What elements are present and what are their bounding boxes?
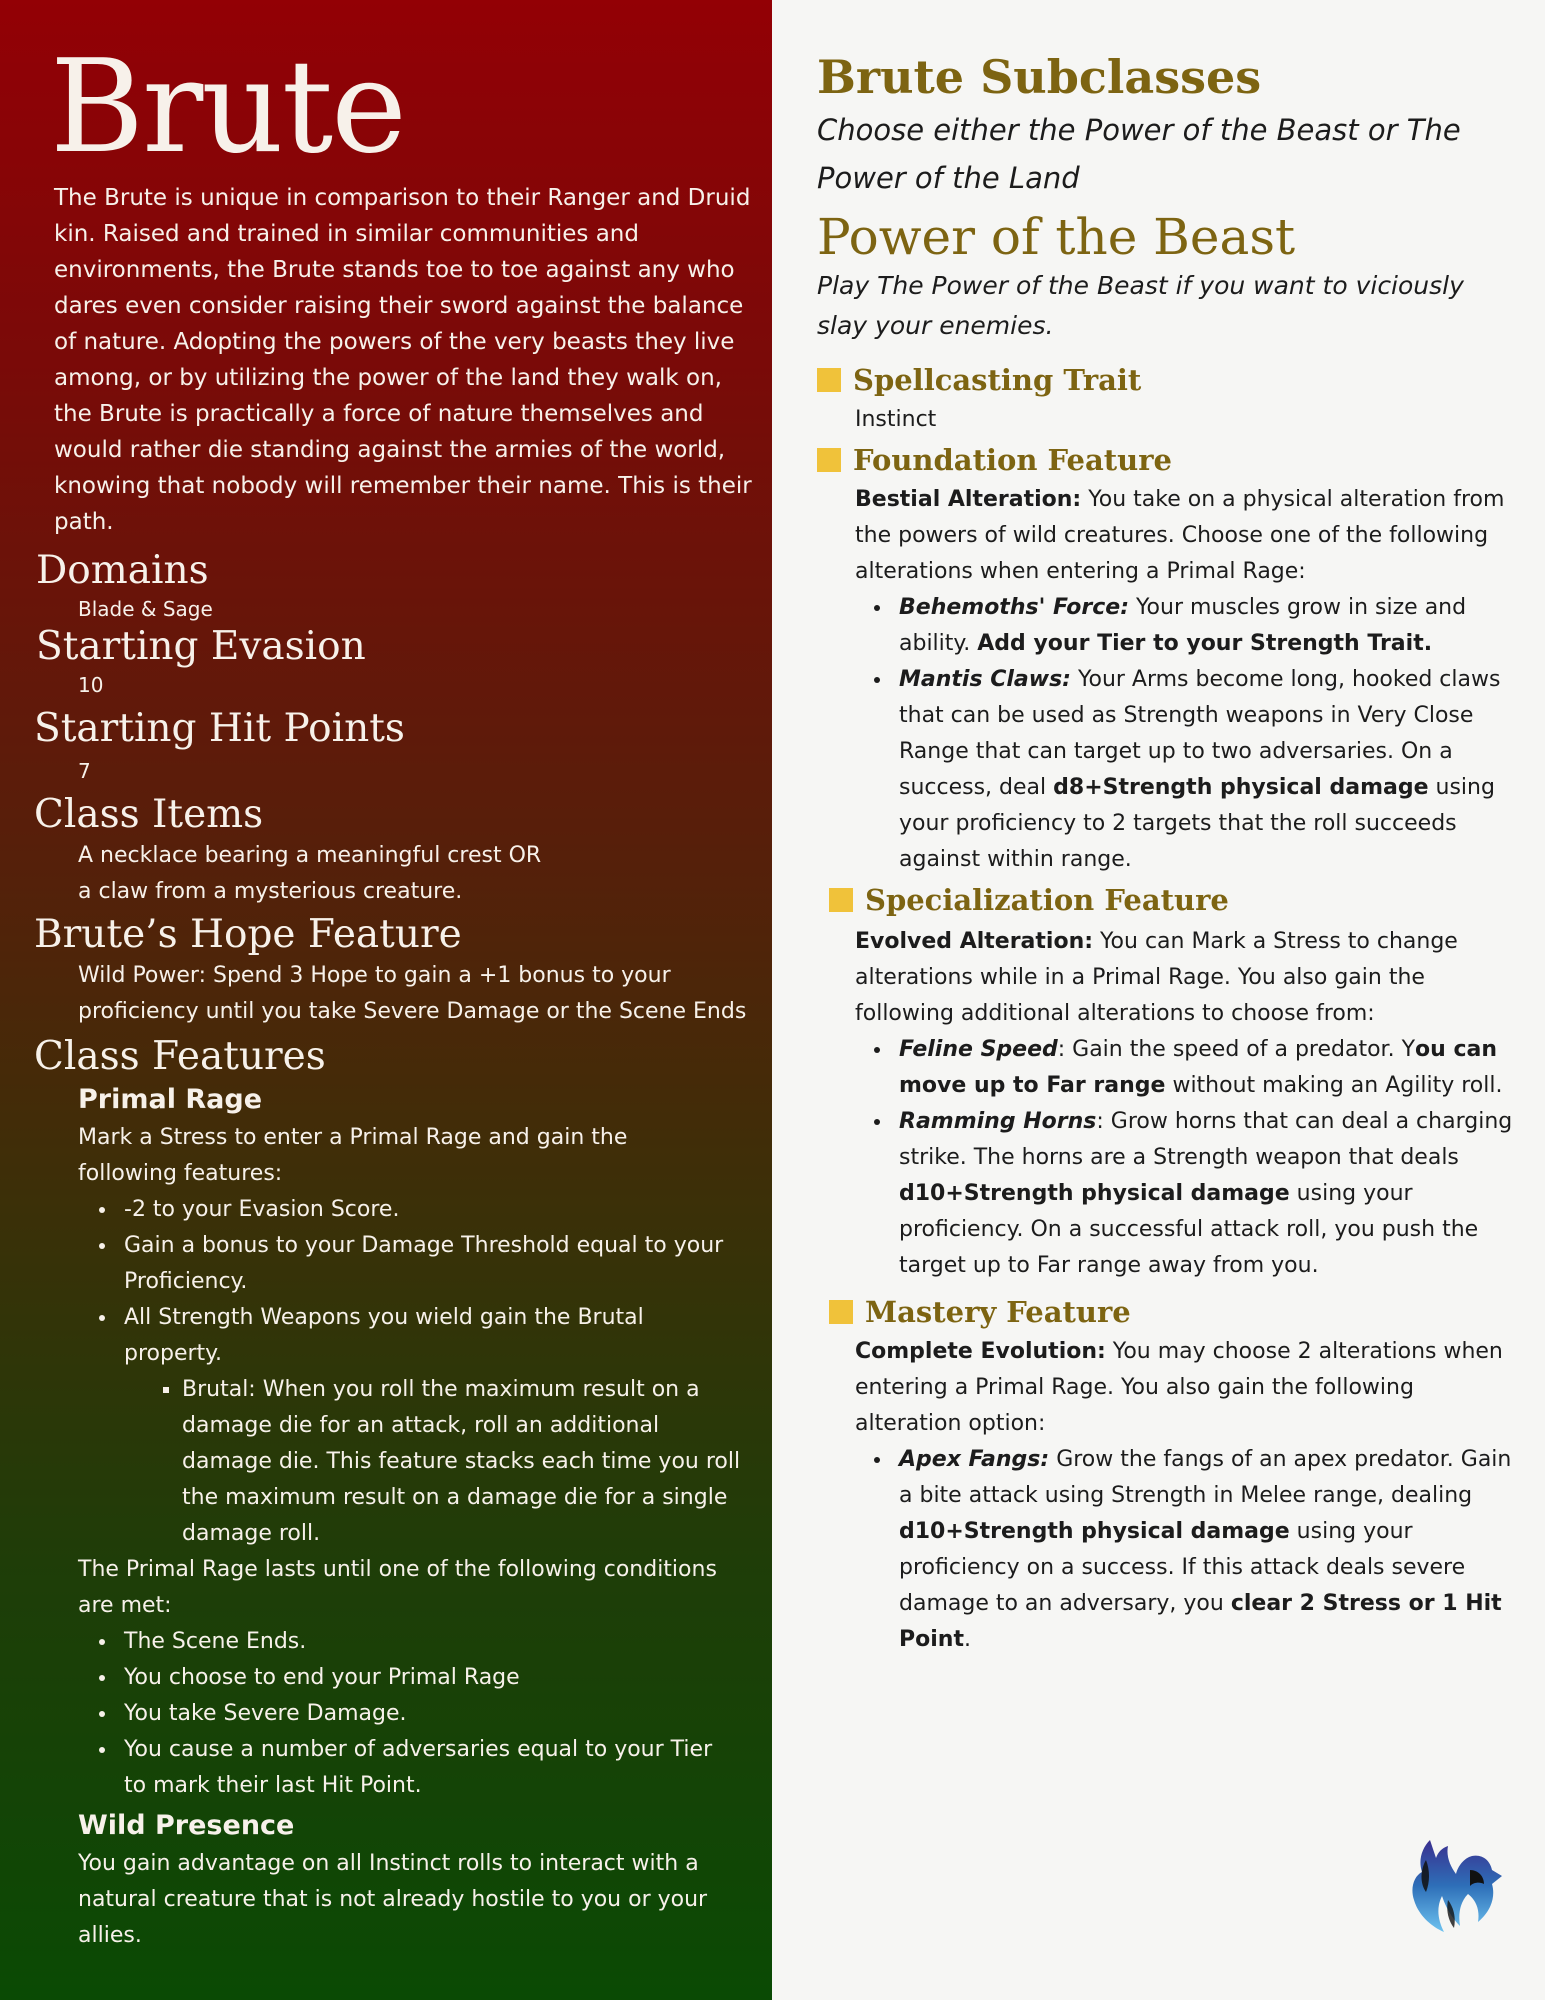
wild-presence-title: Wild Presence (78, 1810, 295, 1841)
mastery-lead: Complete Evolution: (855, 1339, 1106, 1364)
spellcasting-heading (817, 358, 1515, 402)
primal-rage-list (34, 1192, 738, 1372)
mastery-heading-label: Mastery Feature (865, 1295, 1131, 1329)
specialization-heading (829, 878, 1515, 922)
specialization-list (817, 1032, 1515, 1284)
brutal-list (34, 1372, 742, 1552)
horns-bold: d10+Strength physical damage (899, 1181, 1290, 1206)
apex-bold-2: clear 2 Stress or 1 Hit Point (899, 1591, 1502, 1652)
features-heading: Class Features (34, 1034, 326, 1079)
list-item: ▪ Brutal: When you roll the maximum result on a damage die for an attack, roll an additional damage die. This feature stacks each time you roll the maximum result on a damage die for a single damage roll. (182, 1372, 742, 1552)
subclasses-subtitle: Choose either the Power of the Beast or The Power of the Land (817, 113, 1461, 195)
list-item (893, 662, 1515, 878)
list-item (893, 1032, 1515, 1104)
conditions-list (34, 1624, 738, 1804)
subclasses-title: Brute Subclasses (817, 50, 1262, 104)
behemoth-text: Your muscles grow in size and ability. (899, 595, 1467, 656)
spellcasting-value: Instinct (855, 407, 937, 432)
wild-presence-text: You gain advantage on all Instinct rolls to interact with a natural creature that is not already hostile to you or your allies. (78, 1851, 708, 1948)
dragon-logo-icon (1400, 1830, 1510, 1940)
foundation-heading-label: Foundation Feature (853, 443, 1172, 477)
evasion-heading: Starting Evasion (36, 624, 366, 669)
items-line-2: a claw from a mysterious creature. (78, 879, 463, 904)
feline-text-2: without making an Agility roll. (1165, 1073, 1503, 1098)
list-item: • -2 to your Evasion Score. (118, 1192, 738, 1228)
mastery-text (855, 1334, 1515, 1442)
list-item (893, 1104, 1515, 1284)
apex-text-3: . (963, 1627, 971, 1652)
feline-text: : Gain the speed of a predator. Y (1057, 1037, 1416, 1062)
specialization-heading-label: Specialization Feature (865, 883, 1229, 917)
apex-name: Apex Fangs: (899, 1447, 1050, 1472)
hp-heading: Starting Hit Points (34, 706, 405, 751)
domains-heading: Domains (36, 548, 209, 593)
list-item: • All Strength Weapons you wield gain the Brutal property. (118, 1300, 738, 1372)
mantis-name: Mantis Claws: (899, 667, 1071, 692)
apex-bold: d10+Strength physical damage (899, 1519, 1290, 1544)
square-bullet-icon (817, 448, 841, 472)
evasion-value: 10 (78, 673, 104, 697)
items-heading: Class Items (34, 792, 264, 837)
mantis-text: Your Arms become long, hooked claws that can be used as Strength weapons in Very Close Range that can target up to two adversaries. On a success, deal (899, 667, 1501, 800)
hp-value: 7 (78, 759, 91, 783)
list-item: • You take Severe Damage. (118, 1696, 738, 1732)
class-intro: The Brute is unique in comparison to their Ranger and Druid kin. Raised and trained in similar communities and environments, the Brute stands toe to toe against any who dares even consider raising their sword against the balance of nature. Adopting the powers of the very beasts they live among, or by utilizing the power of the land they walk on, the Brute is practically a force of nature themselves and would rather die standing against the armies of the world, knowing that nobody will remember their name. This is their path. (54, 185, 752, 535)
apex-text: Grow the fangs of an apex predator. Gain a bite attack using Strength in Melee range, dealing (899, 1447, 1512, 1508)
mastery-body: You may choose 2 alterations when entering a Primal Rage. You also gain the following alteration option: (855, 1339, 1503, 1436)
primal-rage-intro: Mark a Stress to enter a Primal Rage and gain the following features: (78, 1125, 628, 1186)
mantis-bold: d8+Strength physical damage (1053, 775, 1429, 800)
specialization-lead: Evolved Alteration: (855, 929, 1094, 954)
list-item: • You cause a number of adversaries equal to your Tier to mark their last Hit Point. (118, 1732, 738, 1804)
mantis-text-2: using your proficiency to 2 targets that the roll succeeds against within range. (899, 775, 1495, 872)
horns-text-2: using your proficiency. On a successful attack roll, you push the target up to Far range away from you. (899, 1181, 1479, 1278)
square-bullet-icon (829, 1300, 853, 1324)
list-item (893, 590, 1515, 662)
foundation-body: You take on a physical alteration from the powers of wild creatures. Choose one of the following alterations when entering a Primal Rage: (855, 487, 1505, 584)
feline-bold: ou can move up to Far range (899, 1037, 1497, 1098)
list-item (893, 1442, 1515, 1658)
mastery-heading (829, 1290, 1515, 1334)
primal-rage-lasts: The Primal Rage lasts until one of the following conditions are met: (78, 1557, 717, 1618)
mastery-list (817, 1442, 1515, 1658)
beast-subtitle: Play The Power of the Beast if you want to viciously slay your enemies. (817, 271, 1464, 340)
foundation-lead: Bestial Alteration: (855, 487, 1082, 512)
list-item: • Gain a bonus to your Damage Threshold equal to your Proficiency. (118, 1228, 738, 1300)
hope-heading: Brute’s Hope Feature (34, 912, 462, 957)
hope-text: Wild Power: Spend 3 Hope to gain a +1 bonus to your proficiency until you take Severe Damage or the Scene Ends (78, 963, 747, 1024)
foundation-list (817, 590, 1515, 878)
spellcasting-heading-label: Spellcasting Trait (853, 363, 1142, 397)
apex-text-2: using your proficiency on a success. If this attack deals severe damage to an adversary, you (899, 1519, 1466, 1616)
list-item: • The Scene Ends. (118, 1624, 738, 1660)
domains-value: Blade & Sage (78, 597, 213, 621)
beast-title: Power of the Beast (817, 208, 1296, 266)
class-title: Brute (50, 33, 405, 182)
behemoth-bold: Add your Tier to your Strength Trait. (977, 631, 1433, 656)
items-line-1: A necklace bearing a meaningful crest OR (78, 843, 542, 868)
horns-text: : Grow horns that can deal a charging strike. The horns are a Strength weapon that deals (899, 1109, 1513, 1170)
class-panel (0, 0, 772, 2000)
feline-name: Feline Speed (899, 1037, 1058, 1062)
horns-name: Ramming Horns (899, 1109, 1097, 1134)
subclass-panel (772, 0, 1545, 2000)
specialization-text (855, 924, 1515, 1032)
square-bullet-icon (829, 888, 853, 912)
foundation-text (855, 482, 1515, 590)
primal-rage-title: Primal Rage (78, 1084, 263, 1115)
square-bullet-icon (817, 368, 841, 392)
list-item: • You choose to end your Primal Rage (118, 1660, 738, 1696)
behemoth-name: Behemoths' Force: (899, 595, 1130, 620)
specialization-body: You can Mark a Stress to change alterations while in a Primal Rage. You also gain the following additional alterations to choose from: (855, 929, 1458, 1026)
foundation-heading (817, 438, 1515, 482)
